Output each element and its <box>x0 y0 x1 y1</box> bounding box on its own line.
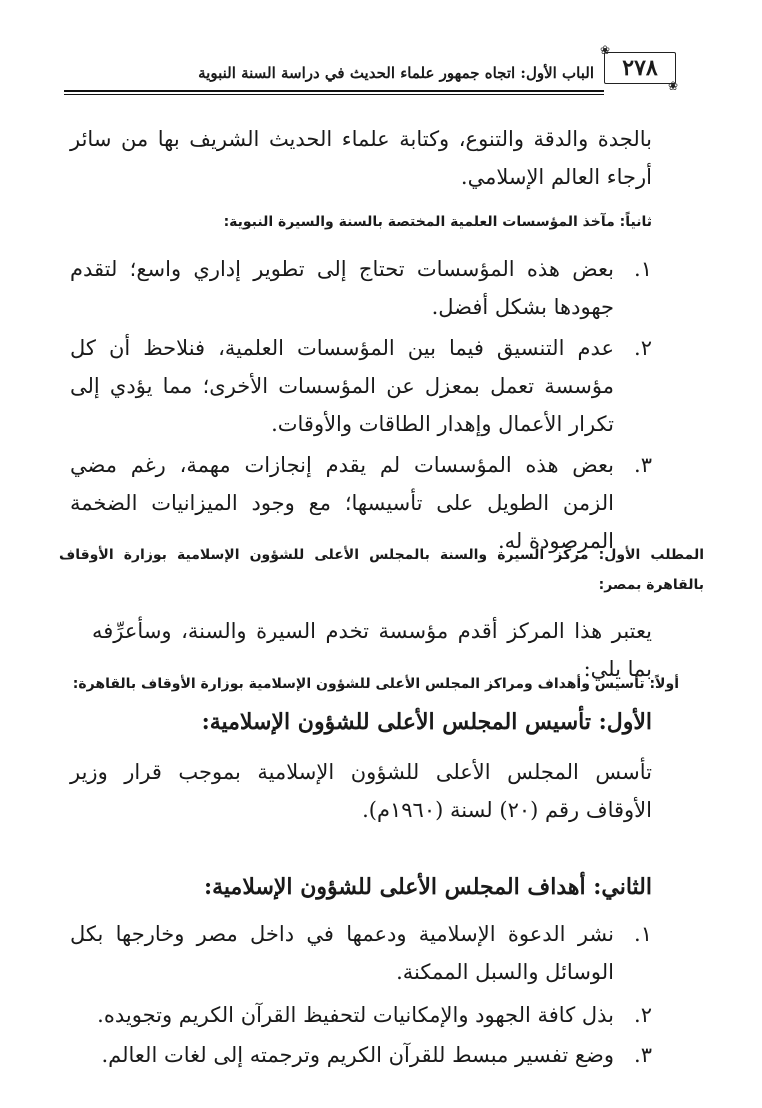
page-number: ٢٧٨ <box>604 52 676 84</box>
corner-ornament-icon: ❀ <box>668 79 679 93</box>
founding-text: تأسس المجلس الأعلى للشؤون الإسلامية بموجب قرار وزير الأوقاف رقم (٢٠) لسنة (١٩٦٠م). <box>70 760 652 822</box>
list-marker: ١. <box>634 257 652 281</box>
intro-paragraph: بالجدة والدقة والتنوع، وكتابة علماء الحديث الشريف بها من سائر أرجاء العالم الإسلامي. <box>70 127 652 189</box>
list-item-text: وضع تفسير مبسط للقرآن الكريم وترجمته إلى لغات العالم. <box>101 1043 614 1067</box>
list-marker: ١. <box>634 922 652 946</box>
topic-intro: يعتبر هذا المركز أقدم مؤسسة تخدم السيرة والسنة، وسأعرِّفه بما يلي: <box>92 619 652 681</box>
list-item <box>70 250 652 326</box>
header-rule-thin <box>64 94 604 95</box>
list-marker: ٣. <box>634 1043 652 1067</box>
critiques-heading: ثانياً: مآخذ المؤسسات العلمية المختصة بالسنة والسيرة النبوية: <box>223 214 652 230</box>
list-marker: ٢. <box>634 336 652 360</box>
list-item-text: عدم التنسيق فيما بين المؤسسات العلمية، فنلاحظ أن كل مؤسسة تعمل بمعزل عن المؤسسات الأخرى؛ مما يؤدي إلى تكرار الأعمال وإهدار الطاقات والأوقات. <box>70 336 614 436</box>
list-marker: ٢. <box>634 1003 652 1027</box>
running-header-title: الباب الأول: اتجاه جمهور علماء الحديث في دراسة السنة النبوية <box>198 64 594 82</box>
list-item <box>70 996 652 1034</box>
list-marker: ٣. <box>634 453 652 477</box>
corner-ornament-icon: ❀ <box>600 43 611 57</box>
header-rule <box>64 90 604 92</box>
goals-heading: الثاني: أهداف المجلس الأعلى للشؤون الإسلامية: <box>203 874 652 900</box>
list-item-text: بعض هذه المؤسسات تحتاج إلى تطوير إداري واسع؛ لتقدم جهودها بشكل أفضل. <box>70 257 614 319</box>
section-heading: المطلب الأول: مركز السيرة والسنة بالمجلس الأعلى للشؤون الإسلامية بوزارة الأوقاف بالقاهرة بمصر: <box>59 547 704 593</box>
founding-heading: الأول: تأسيس المجلس الأعلى للشؤون الإسلامية: <box>201 709 652 735</box>
list-item-text: نشر الدعوة الإسلامية ودعمها في داخل مصر وخارجها بكل الوسائل والسبل الممكنة. <box>70 922 614 984</box>
founding-subheading: أولاً: تأسيس وأهداف ومراكز المجلس الأعلى للشؤون الإسلامية بوزارة الأوقاف بالقاهرة: <box>72 676 679 692</box>
list-item-text: بعض هذه المؤسسات لم يقدم إنجازات مهمة، رغم مضي الزمن الطويل على تأسيسها؛ مع وجود الميزانيات الضخمة المرصودة له. <box>70 453 614 553</box>
list-item <box>70 1036 652 1074</box>
list-item-text: بذل كافة الجهود والإمكانيات لتحفيظ القرآن الكريم وتجويده. <box>97 1003 614 1027</box>
list-item <box>70 915 652 991</box>
list-item <box>70 329 652 443</box>
